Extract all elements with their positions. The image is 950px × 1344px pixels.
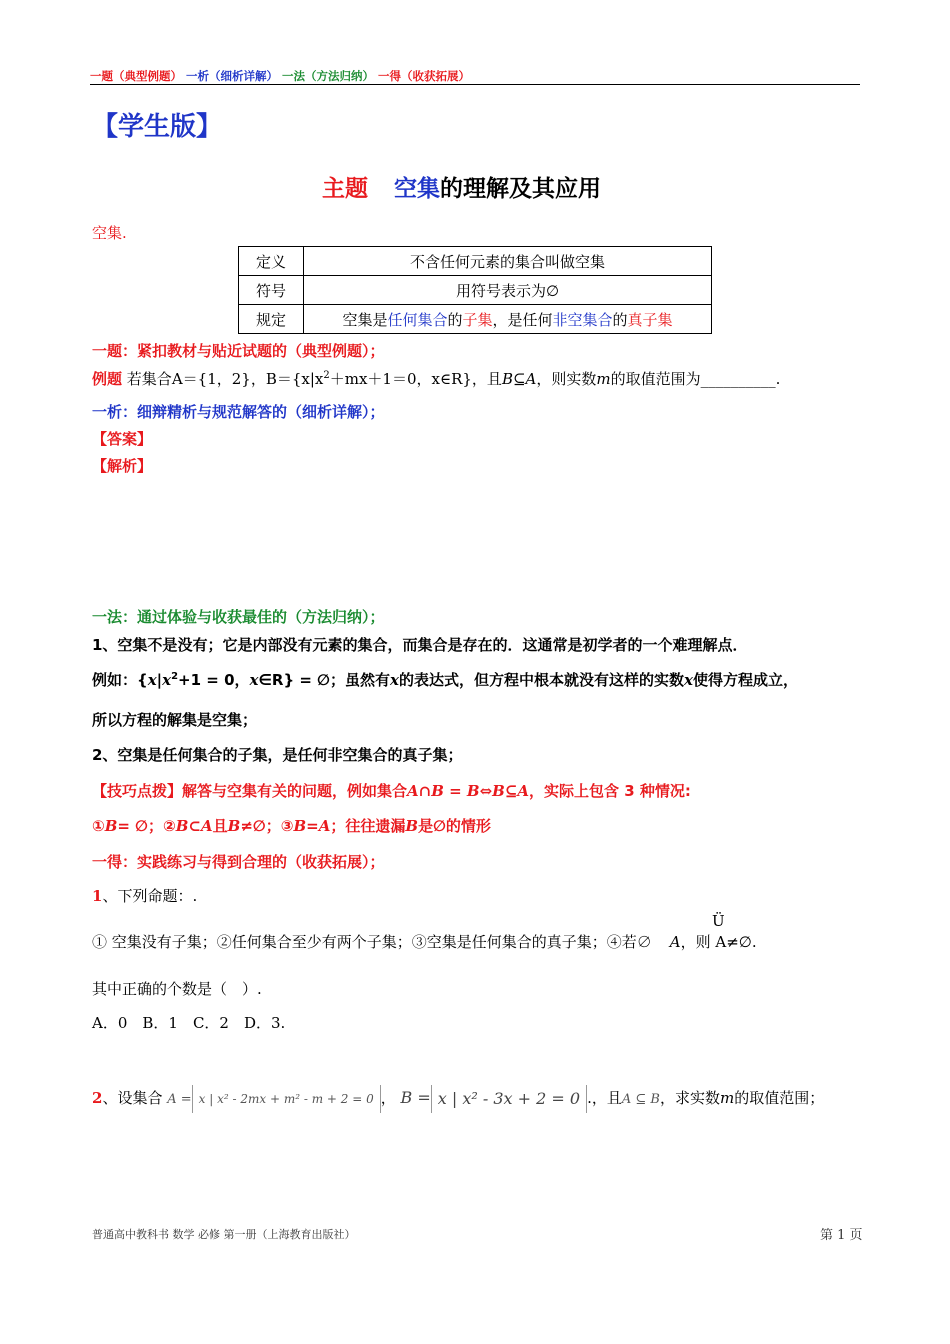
yixi-heading: 一析：细辩精析与规范解答的（细析详解）；	[92, 403, 385, 421]
table-key: 定义	[239, 247, 304, 276]
method-text: 的表达式，但方程中根本就没有这样的实数	[398, 671, 684, 689]
var-b: B	[227, 817, 241, 835]
page-number: 第 1 页	[820, 1228, 863, 1243]
exercise-number: 2	[92, 1089, 103, 1107]
rule-subset: 子集	[462, 310, 493, 329]
method-p3: 所以方程的解集是空集；	[92, 711, 258, 729]
title-rest: 的理解及其应用	[440, 176, 601, 202]
exercise-text: 的取值范围；	[734, 1089, 825, 1107]
tip-text: ，实际上包含 3 种情况:	[529, 782, 691, 800]
var-x: x	[249, 671, 259, 689]
set-b-body: x | x² - 3x + 2 = 0	[431, 1085, 587, 1113]
exercise-2	[92, 1078, 824, 1120]
rule-proper-subset: 真子集	[627, 310, 673, 329]
tip-text: 是∅的情形	[418, 817, 491, 835]
method-p2	[92, 669, 798, 690]
example-text: 的取值范围为	[610, 370, 701, 388]
method-text: ∈R} = ∅；虽然有	[258, 671, 391, 689]
tip-formula: B⊂A	[175, 817, 213, 835]
rule-text: 空集是	[342, 310, 388, 329]
var-x: x	[683, 671, 693, 689]
subset-formula: A ⊆ B	[621, 1092, 660, 1107]
table-key: 符号	[239, 276, 304, 305]
exercise-1-question: 其中正确的个数是（ ）.	[92, 980, 262, 998]
section-label: 空集.	[92, 224, 127, 242]
exercise-text: ，则 A≠∅.	[680, 933, 757, 951]
table-value: 用符号表示为∅	[304, 276, 712, 305]
method-text: |	[156, 671, 163, 689]
table-row	[239, 305, 712, 334]
header-part-1: 一题（典型例题）	[90, 69, 182, 83]
rule-any-set: 任何集合	[387, 310, 448, 329]
header-bar	[90, 68, 470, 84]
title-prefix: 主题	[322, 176, 368, 202]
header-part-2: 一析（细析详解）	[186, 69, 279, 83]
exercise-1-statements	[92, 931, 757, 952]
yifa-heading: 一法：通过体验与收获最佳的（方法归纳）；	[92, 608, 385, 626]
exercise-text: 、下列命题：.	[102, 887, 198, 905]
method-text: +1 = 0，	[178, 671, 250, 689]
table-row	[239, 247, 712, 276]
rule-text: 的	[612, 310, 628, 329]
exercise-text: ，	[380, 1089, 396, 1107]
set-b-label: B =	[400, 1088, 431, 1107]
example-label: 例题	[92, 370, 123, 388]
var-x: x	[162, 671, 172, 689]
var-a: A	[318, 817, 331, 835]
page-title	[322, 170, 601, 203]
tip-line-1	[92, 780, 691, 801]
version-label: 【学生版】	[92, 112, 223, 142]
tip-text: ≠∅；③	[240, 817, 294, 835]
example-set-a: A＝{1，2}，	[171, 370, 266, 388]
exercise-text: .	[587, 1089, 592, 1107]
var-b: B	[405, 817, 419, 835]
tip-text: 且	[212, 817, 228, 835]
analysis-label: 【解析】	[92, 457, 153, 475]
answer-label: 【答案】	[92, 430, 153, 448]
yide-heading: 一得：实践练习与得到合理的（收获拓展）；	[92, 853, 385, 871]
example-problem	[92, 368, 780, 389]
rule-text: 的	[447, 310, 463, 329]
var-b: B	[293, 817, 307, 835]
table-value: 不含任何元素的集合叫做空集	[304, 247, 712, 276]
var-b: B	[104, 817, 118, 835]
u-glyph: Ü	[712, 912, 725, 930]
tip-text: = ∅；②	[117, 817, 176, 835]
method-p4: 2、空集是任何集合的子集，是任何非空集合的真子集；	[92, 746, 463, 764]
definition-table	[238, 246, 712, 334]
exercise-text: ，且	[591, 1089, 622, 1107]
header-part-4: 一得（收获拓展）	[378, 69, 471, 83]
tip-text: =	[306, 817, 319, 835]
exercise-1-intro	[92, 885, 197, 906]
title-highlight: 空集	[394, 176, 440, 202]
method-p1: 1、空集不是没有；它是内部没有元素的集合，而集合是存在的．这通常是初学者的一个难理解点．	[92, 636, 748, 654]
exercise-1-options: A．0 B．1 C．2 D．3.	[92, 1014, 286, 1032]
table-value	[304, 305, 712, 334]
header-part-3: 一法（方法归纳）	[282, 69, 375, 83]
example-text: 若集合	[126, 370, 172, 388]
exercise-text: 、设集合	[102, 1089, 163, 1107]
var-a: A	[669, 933, 681, 951]
example-text: 且	[486, 370, 502, 388]
method-text: 使得方程成立，	[692, 671, 798, 689]
example-m: m	[596, 370, 611, 388]
example-text: ，则实数	[536, 370, 597, 388]
footer-left: 普通高中教科书 数学 必修 第一册（上海教育出版社）	[92, 1228, 356, 1241]
example-set-b: B＝{x|x	[265, 370, 324, 388]
var-m: m	[720, 1089, 735, 1107]
yiti-heading: 一题：紧扣教材与贴近试题的（典型例题）；	[92, 342, 385, 360]
var-x: x	[390, 671, 399, 689]
tip-formula: A∩B = B⇔B⊆A	[407, 782, 530, 800]
exponent: 2	[171, 671, 179, 682]
set-a-label: A =	[167, 1092, 192, 1107]
tip-text: ①	[92, 817, 105, 835]
set-a-body: x | x² - 2mx + m² - m + 2 = 0	[192, 1085, 381, 1113]
header-divider	[90, 84, 860, 85]
exercise-text: ① 空集没有子集；②任何集合至少有两个子集；③空集是任何集合的真子集；④若∅	[92, 933, 652, 951]
example-sup: 2	[323, 370, 330, 381]
rule-text: ，是任何	[492, 310, 553, 329]
example-subset: B⊆A	[501, 370, 537, 388]
table-key: 规定	[239, 305, 304, 334]
exercise-text: ，求实数	[660, 1089, 721, 1107]
var-x: x	[147, 671, 157, 689]
table-row	[239, 276, 712, 305]
tip-text: ；往往遗漏	[330, 817, 406, 835]
example-end: .	[775, 370, 781, 388]
answer-blank: __________	[700, 370, 776, 388]
method-text: 例如：{	[92, 671, 148, 689]
tip-text: 【技巧点拨】解答与空集有关的问题，例如集合	[92, 782, 408, 800]
rule-nonempty-set: 非空集合	[552, 310, 613, 329]
tip-line-2	[92, 815, 491, 836]
exercise-number: 1	[92, 887, 103, 905]
example-set-b-end: ＋mx＋1＝0，x∈R}，	[329, 370, 487, 388]
